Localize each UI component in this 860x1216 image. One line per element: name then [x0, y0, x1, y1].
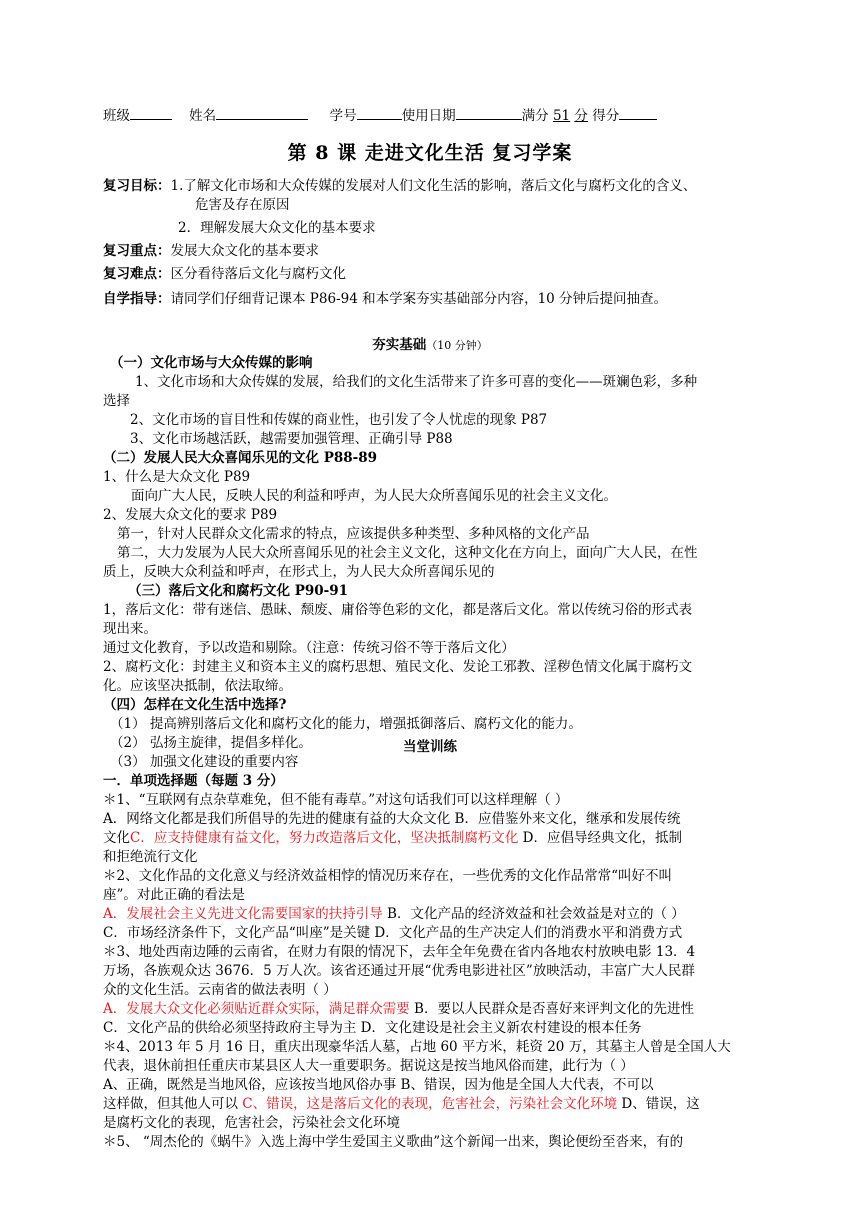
focus-text: 发展大众文化的基本要求	[170, 243, 319, 259]
s3-line-1b: 现出来。	[103, 621, 157, 637]
focus-line	[103, 242, 772, 261]
q3-stem: ＊3、地处西南边陲的云南省，在财力有限的情况下，去年全年免费在省内各地农村放映电影 13．4	[103, 944, 696, 960]
id-blank[interactable]	[357, 106, 402, 120]
q2-answer: A．发展社会主义先进文化需要国家的扶持引导	[103, 906, 383, 922]
s3-line-3: 2、腐朽文化：封建主义和资本主义的腐朽思想、殖民文化、发论工邪教、淫秽色情文化属于腐朽文	[103, 659, 693, 675]
q1-options-2	[103, 829, 772, 848]
q2-option-b: B．文化产品的经济效益和社会效益是对立的（ ）	[382, 906, 685, 922]
full-score-suffix: 分	[574, 108, 588, 124]
s1-line-3: 3、文化市场越活跃，越需要加强管理、正确引导 P88	[130, 431, 453, 447]
s2-line-3: 2、发展大众文化的要求 P89	[103, 507, 278, 523]
q4-stem-b: 代表，退休前担任重庆市某县区人大一重要职务。据说这是按当地风俗而建，此行为（ ）	[103, 1058, 634, 1074]
q3-stem-b: 万场，各族观众达 3676．5 万人次。该省还通过开展“优秀电影进社区”放映活动，丰富广大人民群	[103, 963, 695, 979]
q2-stem-b: 座”。对此正确的看法是	[103, 887, 245, 903]
q1-options-1: A．网络文化都是我们所倡导的先进的健康有益的大众文化 B．应借鉴外来文化，继承和发展传统	[103, 811, 681, 827]
goals-item-1b: 危害及存在原因	[195, 197, 290, 213]
page-title: 第 8 课 走进文化生活 复习学案	[287, 142, 573, 164]
guide-line	[103, 290, 772, 309]
goals-item-2: 2．理解发展大众文化的基本要求	[178, 220, 376, 236]
q1-answer: C．应支持健康有益文化，努力改造落后文化，坚决抵制腐朽文化	[130, 830, 519, 846]
s3-line-1: 1，落后文化：带有迷信、愚昧、颓废、庸俗等色彩的文化，都是落后文化。常以传统习俗的形式表	[103, 602, 693, 618]
q1-option-d: D．应倡导经典文化，抵制	[518, 830, 682, 846]
difficulty-text: 区分看待落后文化与腐朽文化	[170, 266, 346, 282]
s1-line-1: 1、文化市场和大众传媒的发展，给我们的文化生活带来了许多可喜的变化——斑斓色彩，多种	[135, 374, 698, 390]
s3-line-2: 通过文化教育，予以改造和剔除。（注意：传统习俗不等于落后文化）	[103, 640, 515, 656]
s2-line-4: 第一，针对人民群众文化需求的特点，应该提供多种类型、多种风格的文化产品	[117, 526, 590, 542]
q2-stem: ＊2、文化作品的文化意义与经济效益相悖的情况历来存在，一些优秀的文化作品常常“叫好不叫	[103, 868, 672, 884]
date-blank[interactable]	[456, 106, 522, 120]
s1-line-2: 2、文化市场的盲目性和传媒的商业性，也引发了令人忧虑的现象 P87	[130, 412, 548, 428]
s2-line-5: 第二，大力发展为人民大众所喜闻乐见的社会主义文化，这种文化在方向上，面向广大人民，在性	[117, 545, 698, 561]
s4-line-3: （3） 加强文化建设的重要内容	[110, 754, 299, 770]
s4-line-1: （1） 提高辨别落后文化和腐朽文化的能力，增强抵御落后、腐朽文化的能力。	[110, 716, 582, 732]
basics-heading-text: 夯实基础	[372, 337, 427, 353]
q1-stem: ＊1、“互联网有点杂草难免，但不能有毒草。”对这句话我们可以这样理解（ ）	[103, 792, 569, 808]
score-blank[interactable]	[619, 106, 657, 120]
q4-options-2	[103, 1095, 772, 1114]
full-score-value: 51	[552, 108, 571, 124]
q4-options-3: 是腐朽文化的表现，危害社会，污染社会文化环境	[103, 1115, 400, 1131]
class-blank[interactable]	[130, 106, 172, 120]
q4-options-1: A、正确，既然是当地风俗，应该按当地风俗办事 B、错误，因为他是全国人大代表，不可以	[103, 1077, 654, 1093]
goals-line-1	[103, 177, 772, 196]
s4-line-2: （2） 弘扬主旋律，提倡多样化。	[110, 735, 312, 751]
s3-line-3b: 化。应该坚决抵制，依法取缔。	[103, 678, 292, 694]
q4-option-b-cont: 这样做，但其他人可以	[103, 1096, 243, 1112]
section-3-title: （三）落后文化和腐朽文化 P90-91	[128, 583, 349, 599]
q5-stem: ＊5、 “周杰伦的《蜗牛》入选上海中学生爱国主义歌曲”这个新闻一出来，舆论便纷至沓来，有的	[103, 1134, 684, 1150]
name-blank[interactable]	[216, 106, 308, 120]
q4-stem: ＊4、2013 年 5 月 16 日，重庆出现豪华活人墓，占地 60 平方米，耗资 20 万，其墓主人曾是全国人大	[103, 1039, 731, 1055]
guide-label: 自学指导：	[103, 291, 171, 307]
s1-line-1b: 选择	[103, 393, 130, 409]
training-section-title: 一．单项选择题（每题 3 分）	[103, 773, 284, 789]
class-label: 班级	[103, 108, 130, 124]
s2-line-5b: 质上，反映大众利益和呼声，在形式上，为人民大众所喜闻乐见的	[103, 564, 495, 580]
difficulty-line	[103, 265, 772, 284]
q3-answer: A．发展大众文化必须贴近群众实际，满足群众需要	[103, 1001, 410, 1017]
q1-options-3: 和拒绝流行文化	[103, 849, 198, 865]
header-info-line	[103, 106, 772, 126]
score-label: 得分	[592, 108, 620, 124]
q1-text: 文化	[103, 830, 130, 846]
q3-stem-c: 众的文化生活。云南省的做法表明（ ）	[103, 982, 337, 998]
s2-line-2: 面向广大人民，反映人民的利益和呼声，为人民大众所喜闻乐见的社会主义文化。	[131, 488, 617, 504]
section-2-title: （二）发展人民大众喜闻乐见的文化 P88-89	[103, 450, 378, 466]
difficulty-label: 复习难点：	[103, 266, 171, 282]
q4-answer: C、错误，这是落后文化的表现，危害社会，污染社会文化环境	[242, 1096, 618, 1112]
section-1-title: （一）文化市场与大众传媒的影响	[110, 355, 313, 371]
basics-heading-note: （10 分钟）	[426, 339, 488, 352]
goals-label: 复习目标：	[103, 178, 171, 194]
q3-option-b: B．要以人民群众是否喜好来评判文化的先进性	[409, 1001, 694, 1017]
section-4-title: （四）怎样在文化生活中选择?	[103, 697, 287, 713]
full-score-prefix: 满分	[521, 108, 549, 124]
focus-label: 复习重点：	[103, 243, 171, 259]
q3-options-1	[103, 1000, 772, 1019]
s2-line-1: 1、什么是大众文化 P89	[103, 469, 251, 485]
id-label: 学号	[329, 108, 357, 124]
goals-item-1a: 1.了解文化市场和大众传媒的发展对人们文化生活的影响，落后文化与腐朽文化的含义、	[170, 178, 697, 194]
q3-options-2: C．文化产品的供给必须坚持政府主导为主 D．文化建设是社会主义新农村建设的根本任务	[103, 1020, 642, 1036]
q4-option-d: D、错误，这	[617, 1096, 700, 1112]
date-label: 使用日期	[401, 108, 456, 124]
basics-heading	[0, 336, 860, 355]
training-heading: 当堂训练	[403, 739, 457, 755]
name-label: 姓名	[189, 108, 217, 124]
guide-text: 请同学们仔细背记课本 P86-94 和本学案夯实基础部分内容，10 分钟后提问抽查。	[170, 291, 668, 307]
q2-options-2: C．市场经济条件下，文化产品“叫座”是关键 D．文化产品的生产决定人们的消费水平和消费方式	[103, 925, 683, 941]
q2-options-1	[103, 905, 772, 924]
